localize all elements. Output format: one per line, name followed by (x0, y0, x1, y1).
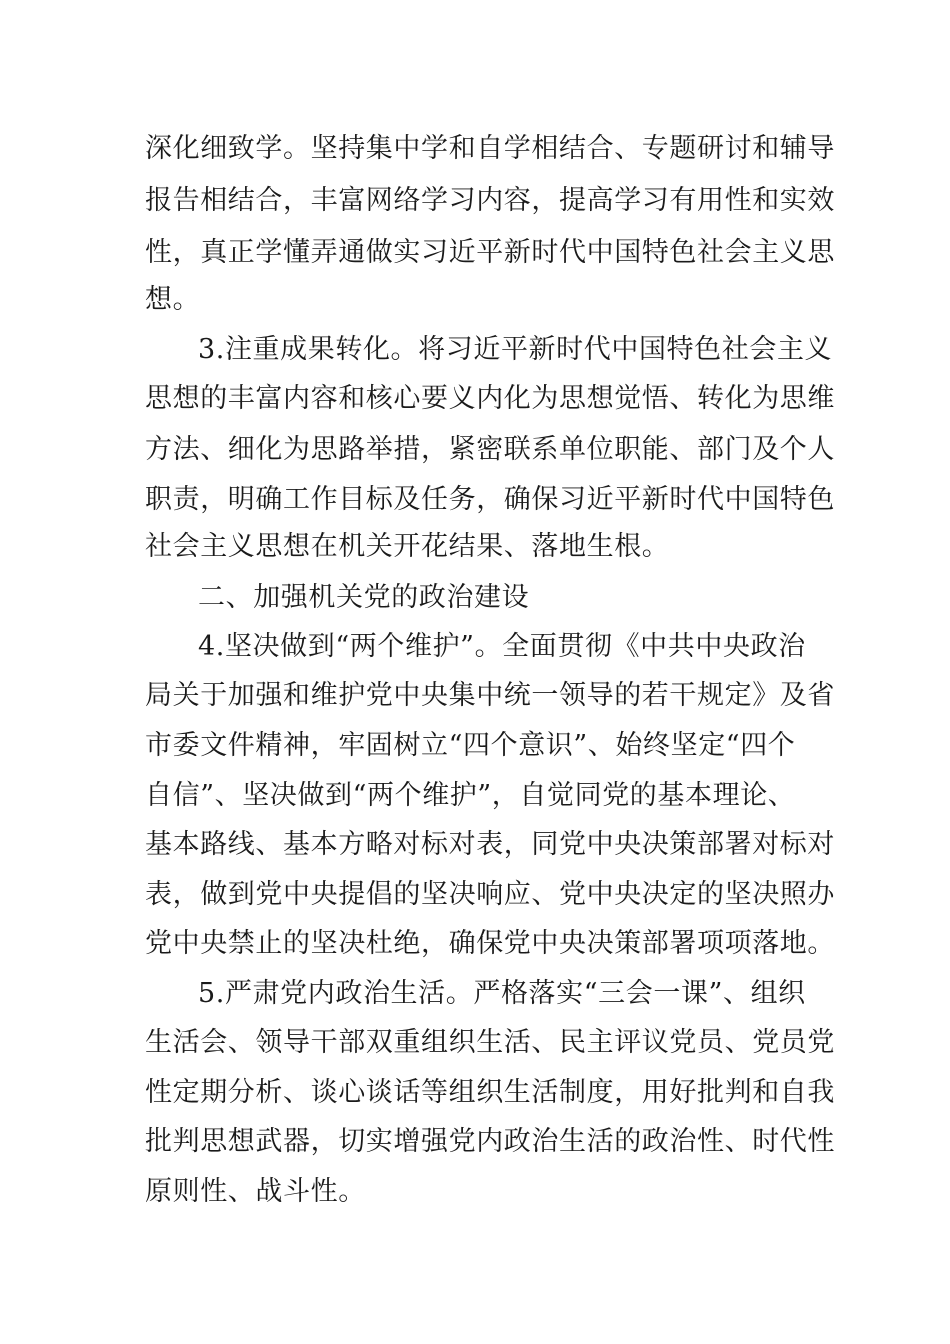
text-line: 自信”、坚决做到“两个维护”，自觉同党的基本理论、 (145, 780, 796, 811)
text-line: 性，真正学懂弄通做实习近平新时代中国特色社会主义思 (145, 237, 835, 268)
text-line: 方法、细化为思路举措，紧密联系单位职能、部门及个人 (145, 434, 835, 465)
text-line: 想。 (145, 284, 201, 315)
text-line: 党中央禁止的坚决杜绝，确保党中央决策部署项项落地。 (145, 928, 835, 959)
paragraph-start-line: 3.注重成果转化。将习近平新时代中国特色社会主义 (198, 334, 833, 365)
text-line: 局关于加强和维护党中央集中统一领导的若干规定》及省 (145, 680, 835, 711)
paragraph-start-line: 4.坚决做到“两个维护”。全面贯彻《中共中央政治 (198, 631, 806, 662)
text-line: 生活会、领导干部双重组织生活、民主评议党员、党员党 (145, 1027, 835, 1058)
text-line: 社会主义思想在机关开花结果、落地生根。 (145, 531, 670, 562)
text-line: 市委文件精神，牢固树立“四个意识”、始终坚定“四个 (145, 730, 796, 761)
text-line: 基本路线、基本方略对标对表，同党中央决策部署对标对 (145, 829, 835, 860)
text-line: 深化细致学。坚持集中学和自学相结合、专题研讨和辅导 (145, 133, 835, 164)
text-line: 原则性、战斗性。 (145, 1176, 366, 1207)
text-line: 思想的丰富内容和核心要义内化为思想觉悟、转化为思维 (145, 383, 835, 414)
text-line: 表，做到党中央提倡的坚决响应、党中央决定的坚决照办 (145, 879, 835, 910)
text-line: 性定期分析、谈心谈话等组织生活制度，用好批判和自我 (145, 1077, 835, 1108)
section-heading: 二、加强机关党的政治建设 (198, 582, 530, 613)
text-line: 报告相结合，丰富网络学习内容，提高学习有用性和实效 (145, 185, 835, 216)
text-line: 职责，明确工作目标及任务，确保习近平新时代中国特色 (145, 484, 835, 515)
text-line: 批判思想武器，切实增强党内政治生活的政治性、时代性 (145, 1126, 835, 1157)
paragraph-start-line: 5.严肃党内政治生活。严格落实“三会一课”、组织 (198, 978, 806, 1009)
